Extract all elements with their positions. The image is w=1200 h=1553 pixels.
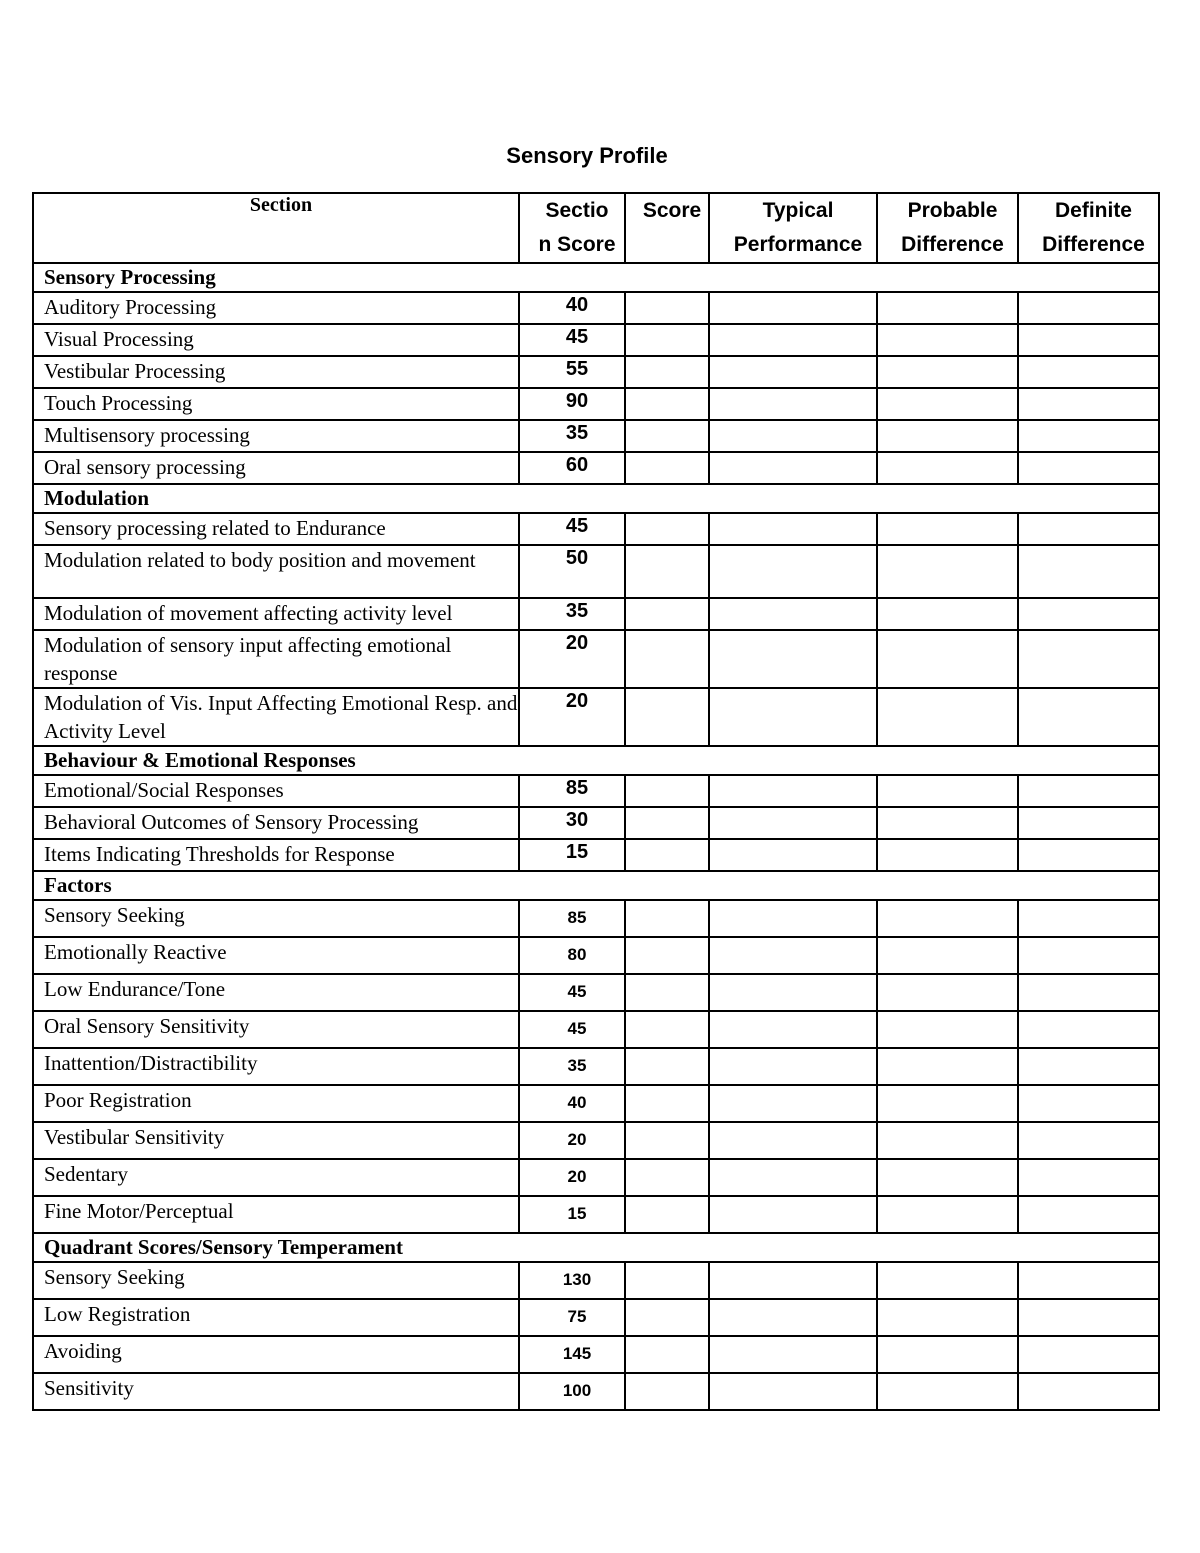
probable-difference-cell: [877, 324, 1018, 356]
section-score-cell: 30: [519, 807, 625, 839]
row-label: Sensory Seeking: [33, 1262, 519, 1299]
typical-performance-cell: [709, 688, 877, 746]
score-cell: [625, 1373, 709, 1410]
definite-difference-cell: [1018, 900, 1159, 937]
section-score-cell: 145: [519, 1336, 625, 1373]
table-row: [33, 420, 1159, 452]
table-row: [33, 1196, 1159, 1233]
probable-difference-cell: [877, 974, 1018, 1011]
row-label: Sedentary: [33, 1159, 519, 1196]
score-cell: [625, 1262, 709, 1299]
document-title: Sensory Profile: [506, 143, 668, 168]
sensory-profile-table: [32, 192, 1160, 1411]
typical-performance-cell: [709, 900, 877, 937]
typical-performance-cell: [709, 1159, 877, 1196]
header-typical-line2: Performance: [733, 233, 863, 256]
row-label: Modulation of Vis. Input Affecting Emotional Resp. and Activity Level: [33, 688, 519, 746]
table-row: [33, 1159, 1159, 1196]
probable-difference-cell: [877, 1262, 1018, 1299]
probable-difference-cell: [877, 452, 1018, 484]
typical-performance-cell: [709, 598, 877, 630]
definite-difference-cell: [1018, 1122, 1159, 1159]
section-score-cell: 130: [519, 1262, 625, 1299]
score-cell: [625, 807, 709, 839]
definite-difference-cell: [1018, 356, 1159, 388]
header-row: [33, 193, 1159, 263]
section-score-cell: 85: [519, 900, 625, 937]
row-label: Sensory processing related to Endurance: [33, 513, 519, 545]
score-cell: [625, 388, 709, 420]
probable-difference-cell: [877, 545, 1018, 598]
row-label: Auditory Processing: [33, 292, 519, 324]
group-heading: Behaviour & Emotional Responses: [33, 746, 1159, 775]
group-row: [33, 871, 1159, 900]
probable-difference-cell: [877, 1048, 1018, 1085]
definite-difference-cell: [1018, 937, 1159, 974]
group-row: [33, 746, 1159, 775]
section-score-cell: 20: [519, 1122, 625, 1159]
probable-difference-cell: [877, 513, 1018, 545]
definite-difference-cell: [1018, 839, 1159, 871]
header-section-score-line1: Sectio: [545, 199, 609, 222]
typical-performance-cell: [709, 324, 877, 356]
table-row: [33, 775, 1159, 807]
row-label: Emotional/Social Responses: [33, 775, 519, 807]
typical-performance-cell: [709, 630, 877, 688]
row-label: Multisensory processing: [33, 420, 519, 452]
row-label: Vestibular Sensitivity: [33, 1122, 519, 1159]
row-label: Modulation of sensory input affecting emotional response: [33, 630, 519, 688]
probable-difference-cell: [877, 1373, 1018, 1410]
probable-difference-cell: [877, 356, 1018, 388]
definite-difference-cell: [1018, 388, 1159, 420]
row-label: Modulation related to body position and movement: [33, 545, 519, 598]
table-row: [33, 839, 1159, 871]
table-body: [33, 263, 1159, 1410]
definite-difference-cell: [1018, 807, 1159, 839]
definite-difference-cell: [1018, 420, 1159, 452]
probable-difference-cell: [877, 1299, 1018, 1336]
typical-performance-cell: [709, 356, 877, 388]
score-cell: [625, 974, 709, 1011]
section-score-cell: 45: [519, 513, 625, 545]
row-label: Fine Motor/Perceptual: [33, 1196, 519, 1233]
typical-performance-cell: [709, 1336, 877, 1373]
score-cell: [625, 937, 709, 974]
table-row: [33, 1048, 1159, 1085]
table-row: [33, 292, 1159, 324]
definite-difference-cell: [1018, 1336, 1159, 1373]
table-row: [33, 900, 1159, 937]
table-row: [33, 1299, 1159, 1336]
definite-difference-cell: [1018, 1373, 1159, 1410]
row-label: Vestibular Processing: [33, 356, 519, 388]
table-row: [33, 630, 1159, 688]
section-score-cell: 100: [519, 1373, 625, 1410]
table-row: [33, 545, 1159, 598]
section-score-cell: 90: [519, 388, 625, 420]
table-row: [33, 974, 1159, 1011]
score-cell: [625, 513, 709, 545]
score-cell: [625, 775, 709, 807]
section-score-cell: 15: [519, 1196, 625, 1233]
typical-performance-cell: [709, 775, 877, 807]
score-cell: [625, 452, 709, 484]
probable-difference-cell: [877, 1336, 1018, 1373]
row-label: Low Registration: [33, 1299, 519, 1336]
header-probable-difference: [877, 193, 1018, 263]
definite-difference-cell: [1018, 545, 1159, 598]
score-cell: [625, 292, 709, 324]
definite-difference-cell: [1018, 1085, 1159, 1122]
section-score-cell: 20: [519, 1159, 625, 1196]
section-score-cell: 85: [519, 775, 625, 807]
definite-difference-cell: [1018, 1048, 1159, 1085]
probable-difference-cell: [877, 420, 1018, 452]
definite-difference-cell: [1018, 1011, 1159, 1048]
score-cell: [625, 900, 709, 937]
probable-difference-cell: [877, 388, 1018, 420]
definite-difference-cell: [1018, 292, 1159, 324]
header-score: Score: [625, 193, 709, 263]
probable-difference-cell: [877, 937, 1018, 974]
typical-performance-cell: [709, 1373, 877, 1410]
section-score-cell: 45: [519, 974, 625, 1011]
header-section-score-line2: n Score: [538, 233, 616, 256]
typical-performance-cell: [709, 839, 877, 871]
header-section: Section: [33, 193, 519, 263]
typical-performance-cell: [709, 937, 877, 974]
row-label: Touch Processing: [33, 388, 519, 420]
group-heading: Quadrant Scores/Sensory Temperament: [33, 1233, 1159, 1262]
group-row: [33, 263, 1159, 292]
group-heading: Factors: [33, 871, 1159, 900]
probable-difference-cell: [877, 900, 1018, 937]
score-cell: [625, 1085, 709, 1122]
definite-difference-cell: [1018, 775, 1159, 807]
definite-difference-cell: [1018, 513, 1159, 545]
definite-difference-cell: [1018, 324, 1159, 356]
row-label: Low Endurance/Tone: [33, 974, 519, 1011]
header-probable-line2: Difference: [901, 233, 1004, 256]
score-cell: [625, 1336, 709, 1373]
typical-performance-cell: [709, 1262, 877, 1299]
header-definite-difference: [1018, 193, 1159, 263]
header-typical-line1: Typical: [762, 199, 834, 222]
header-typical-performance: [709, 193, 877, 263]
row-label: Sensitivity: [33, 1373, 519, 1410]
table-row: [33, 937, 1159, 974]
probable-difference-cell: [877, 630, 1018, 688]
definite-difference-cell: [1018, 452, 1159, 484]
score-cell: [625, 630, 709, 688]
section-score-cell: 40: [519, 292, 625, 324]
definite-difference-cell: [1018, 1196, 1159, 1233]
table-row: [33, 598, 1159, 630]
table-row: [33, 1373, 1159, 1410]
definite-difference-cell: [1018, 630, 1159, 688]
score-cell: [625, 420, 709, 452]
row-label: Behavioral Outcomes of Sensory Processing: [33, 807, 519, 839]
section-score-cell: 80: [519, 937, 625, 974]
row-label: Oral Sensory Sensitivity: [33, 1011, 519, 1048]
probable-difference-cell: [877, 775, 1018, 807]
section-score-cell: 35: [519, 598, 625, 630]
section-score-cell: 45: [519, 324, 625, 356]
table-row: [33, 1336, 1159, 1373]
section-score-cell: 40: [519, 1085, 625, 1122]
typical-performance-cell: [709, 292, 877, 324]
score-cell: [625, 545, 709, 598]
group-heading: Modulation: [33, 484, 1159, 513]
header-definite-line1: Definite: [1054, 199, 1132, 222]
probable-difference-cell: [877, 1159, 1018, 1196]
typical-performance-cell: [709, 1196, 877, 1233]
table-row: [33, 1122, 1159, 1159]
table-row: [33, 513, 1159, 545]
typical-performance-cell: [709, 974, 877, 1011]
score-cell: [625, 688, 709, 746]
table-row: [33, 452, 1159, 484]
typical-performance-cell: [709, 420, 877, 452]
section-score-cell: 20: [519, 688, 625, 746]
row-label: Emotionally Reactive: [33, 937, 519, 974]
header-definite-line2: Difference: [1042, 233, 1145, 256]
table-row: [33, 356, 1159, 388]
probable-difference-cell: [877, 839, 1018, 871]
typical-performance-cell: [709, 388, 877, 420]
row-label: Modulation of movement affecting activity level: [33, 598, 519, 630]
typical-performance-cell: [709, 807, 877, 839]
row-label: Poor Registration: [33, 1085, 519, 1122]
probable-difference-cell: [877, 1122, 1018, 1159]
section-score-cell: 55: [519, 356, 625, 388]
row-label: Items Indicating Thresholds for Response: [33, 839, 519, 871]
score-cell: [625, 1048, 709, 1085]
definite-difference-cell: [1018, 1262, 1159, 1299]
section-score-cell: 75: [519, 1299, 625, 1336]
score-cell: [625, 356, 709, 388]
row-label: Avoiding: [33, 1336, 519, 1373]
table-row: [33, 324, 1159, 356]
definite-difference-cell: [1018, 688, 1159, 746]
typical-performance-cell: [709, 513, 877, 545]
score-cell: [625, 1011, 709, 1048]
section-score-cell: 60: [519, 452, 625, 484]
section-score-cell: 45: [519, 1011, 625, 1048]
header-probable-line1: Probable: [907, 199, 998, 222]
score-cell: [625, 1159, 709, 1196]
probable-difference-cell: [877, 688, 1018, 746]
table-row: [33, 388, 1159, 420]
probable-difference-cell: [877, 1196, 1018, 1233]
group-row: [33, 1233, 1159, 1262]
row-label: Oral sensory processing: [33, 452, 519, 484]
row-label: Sensory Seeking: [33, 900, 519, 937]
typical-performance-cell: [709, 1011, 877, 1048]
table-row: [33, 1085, 1159, 1122]
table-row: [33, 688, 1159, 746]
typical-performance-cell: [709, 1085, 877, 1122]
probable-difference-cell: [877, 292, 1018, 324]
definite-difference-cell: [1018, 598, 1159, 630]
table-row: [33, 1011, 1159, 1048]
score-cell: [625, 1299, 709, 1336]
section-score-cell: 35: [519, 420, 625, 452]
score-cell: [625, 1122, 709, 1159]
probable-difference-cell: [877, 1085, 1018, 1122]
probable-difference-cell: [877, 807, 1018, 839]
probable-difference-cell: [877, 1011, 1018, 1048]
definite-difference-cell: [1018, 1159, 1159, 1196]
row-label: Visual Processing: [33, 324, 519, 356]
section-score-cell: 15: [519, 839, 625, 871]
section-score-cell: 35: [519, 1048, 625, 1085]
score-cell: [625, 598, 709, 630]
typical-performance-cell: [709, 1122, 877, 1159]
table-row: [33, 807, 1159, 839]
group-heading: Sensory Processing: [33, 263, 1159, 292]
group-row: [33, 484, 1159, 513]
score-cell: [625, 1196, 709, 1233]
definite-difference-cell: [1018, 1299, 1159, 1336]
typical-performance-cell: [709, 545, 877, 598]
probable-difference-cell: [877, 598, 1018, 630]
score-cell: [625, 839, 709, 871]
header-section-score: [519, 193, 625, 263]
score-cell: [625, 324, 709, 356]
typical-performance-cell: [709, 1299, 877, 1336]
definite-difference-cell: [1018, 974, 1159, 1011]
section-score-cell: 20: [519, 630, 625, 688]
typical-performance-cell: [709, 452, 877, 484]
section-score-cell: 50: [519, 545, 625, 598]
typical-performance-cell: [709, 1048, 877, 1085]
table-row: [33, 1262, 1159, 1299]
row-label: Inattention/Distractibility: [33, 1048, 519, 1085]
